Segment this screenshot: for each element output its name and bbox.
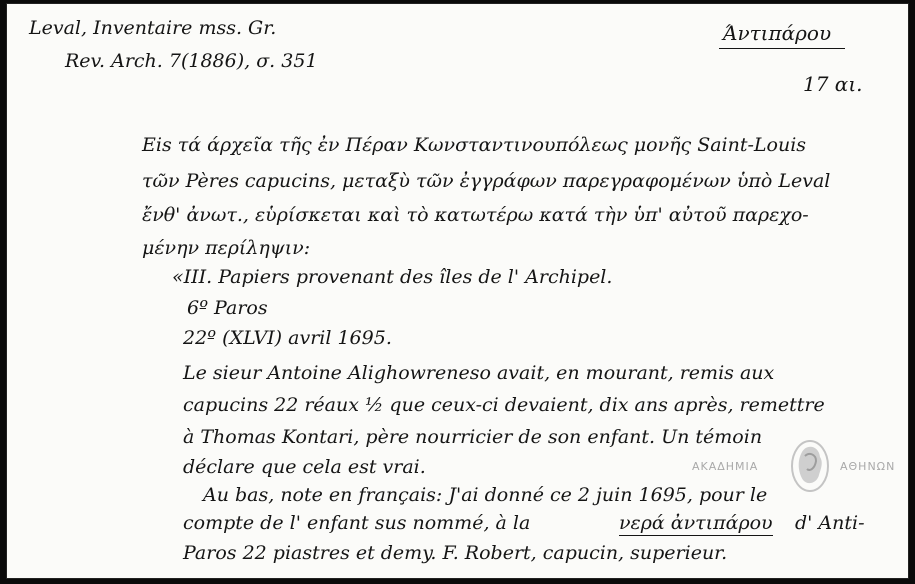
watermark-right-text: ΑΘΗΝΩΝ — [840, 460, 896, 473]
reference-line-1: Leval, Inventaire mss. Gr. — [29, 17, 277, 39]
body-line: d' Anti- — [795, 512, 865, 534]
body-line: Eis τά άρχεῖα τῆς ἐν Πέραν Κωνσταντινουπόλεως μονῆς Saint-Louis — [142, 134, 807, 156]
academy-seal-icon — [788, 438, 832, 494]
reference-line-2: Rev. Arch. 7(1886), σ. 351 — [65, 50, 318, 72]
century-tag: 17 αι. — [803, 72, 863, 96]
academy-watermark — [692, 436, 904, 496]
body-line: déclare que cela est vrai. — [183, 456, 426, 478]
body-line: capucins 22 réaux ½ que ceux-ci devaient, dix ans après, remettre — [183, 394, 825, 416]
body-line: 6º Paros — [187, 297, 268, 319]
body-line: Le sieur Antoine Alighowreneso avait, en mourant, remis aux — [183, 362, 775, 384]
index-card — [6, 3, 909, 579]
underlined-place-phrase: νερά ἀντιπάρου — [619, 512, 773, 534]
body-line: à Thomas Kontari, père nourricier de son enfant. Un témoin — [183, 426, 763, 448]
body-line: Paros 22 piastres et demy. F. Robert, capucin, superieur. — [183, 542, 728, 564]
body-line: 22º (XLVI) avril 1695. — [183, 327, 392, 349]
watermark-left-text: ΑΚΑΔΗΜΙΑ — [692, 460, 759, 473]
place-tag: Άντιπάρου — [719, 21, 845, 49]
body-line: τῶν Pères capucins, μεταξὺ τῶν ἐγγράφων παρεγραφομένων ὑπὸ Leval — [142, 170, 831, 192]
body-line: compte de l' enfant sus nommé, à la — [183, 512, 531, 534]
body-line: Au bas, note en français: J'ai donné ce 2 juin 1695, pour le — [203, 484, 768, 506]
body-line: μένην περίληψιν: — [142, 237, 311, 259]
body-line: «III. Papiers provenant des îles de l' Archipel. — [172, 266, 613, 288]
body-line: ἔνθ' ἀνωτ., εὑρίσκεται καὶ τὸ κατωτέρω κατά τὴν ὑπ' αὐτοῦ παρεχο- — [142, 204, 809, 226]
